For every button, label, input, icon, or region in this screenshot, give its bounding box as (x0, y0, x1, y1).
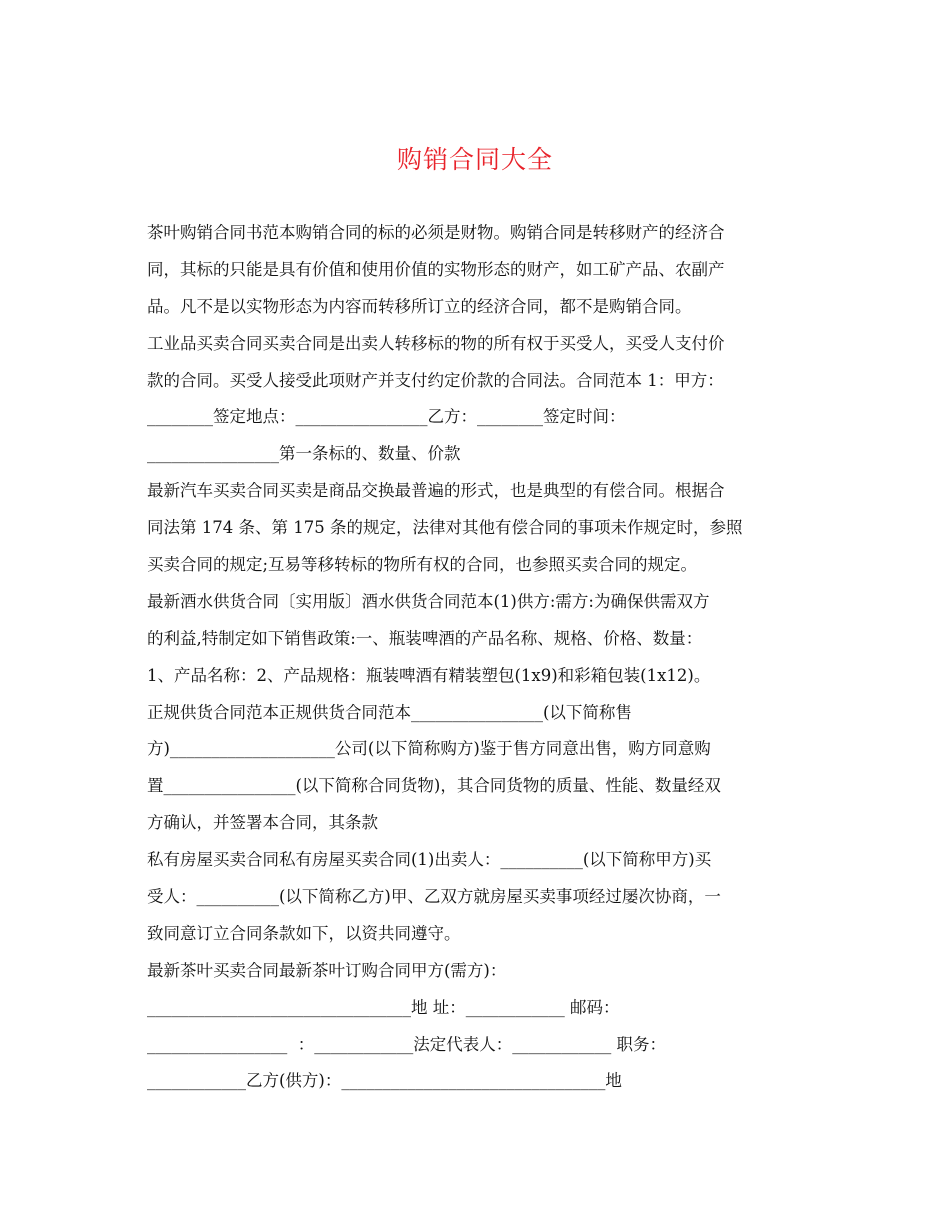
body-line: ____________乙方(供方)：________________________________地 (147, 1071, 622, 1091)
body-line: 致同意订立合同条款如下，以资共同遵守。 (147, 923, 461, 943)
body-line: 买卖合同的规定;互易等移转标的物所有权的合同，也参照买卖合同的规定。 (147, 555, 698, 575)
body-line: 茶叶购销合同书范本购销合同的标的必须是财物。购销合同是转移财产的经济合 (147, 223, 725, 242)
body-line: 受人：__________(以下简称乙方)甲、乙双方就房屋买卖事项经过屡次协商，一 (147, 887, 721, 907)
document-body (147, 215, 807, 1100)
body-line: 同法第 174 条、第 175 条的规定，法律对其他有偿合同的事项未作规定时，参照 (147, 518, 743, 538)
document-title: 购销合同大全 (396, 145, 553, 174)
body-line: 置________________(以下简称合同货物)，其合同货物的质量、性能、数量经双 (147, 776, 721, 796)
body-line: 的利益,特制定如下销售政策:一、瓶装啤酒的产品名称、规格、价格、数量： (147, 628, 703, 648)
body-line: 1、产品名称：2、产品规格：瓶装啤酒有精装塑包(1x9)和彩箱包装(1x12)。 (147, 665, 711, 685)
body-line: 最新汽车买卖合同买卖是商品交换最普遍的形式，也是典型的有偿合同。根据合 (147, 481, 725, 501)
body-line: 最新酒水供货合同〔实用版〕酒水供货合同范本(1)供方:需方:为确保供需双方 (147, 591, 710, 611)
body-line: 工业品买卖合同买卖合同是出卖人转移标的物的所有权于买受人，买受人支付价 (147, 333, 725, 353)
body-line: 方)____________________公司(以下简称购方)鉴于售方同意出售，购方同意购 (147, 739, 711, 759)
body-line: 品。凡不是以实物形态为内容而转移所订立的经济合同，都不是购销合同。 (147, 296, 692, 316)
body-line: ________________________________地 址：____________ 邮码： (147, 997, 620, 1017)
body-line: ________签定地点：________________乙方：________签定时间： (147, 407, 626, 427)
body-line: 同，其标的只能是具有价值和使用价值的实物形态的财产，如工矿产品、农副产 (147, 259, 725, 279)
body-line: 款的合同。买受人接受此项财产并支付约定价款的合同法。合同范本 1：甲方： (147, 370, 724, 390)
body-line: 正规供货合同范本正规供货合同范本________________(以下简称售 (147, 702, 632, 722)
body-line: 私有房屋买卖合同私有房屋买卖合同(1)出卖人：__________(以下简称甲方)买 (147, 850, 712, 870)
body-line: ________________第一条标的、数量、价款 (147, 444, 461, 464)
body-line: 最新茶叶买卖合同最新茶叶订购合同甲方(需方)： (147, 960, 507, 980)
body-line: _________________ ：____________法定代表人：____________ 职务： (147, 1034, 666, 1054)
body-line: 方确认，并签署本合同，其条款 (147, 813, 378, 833)
